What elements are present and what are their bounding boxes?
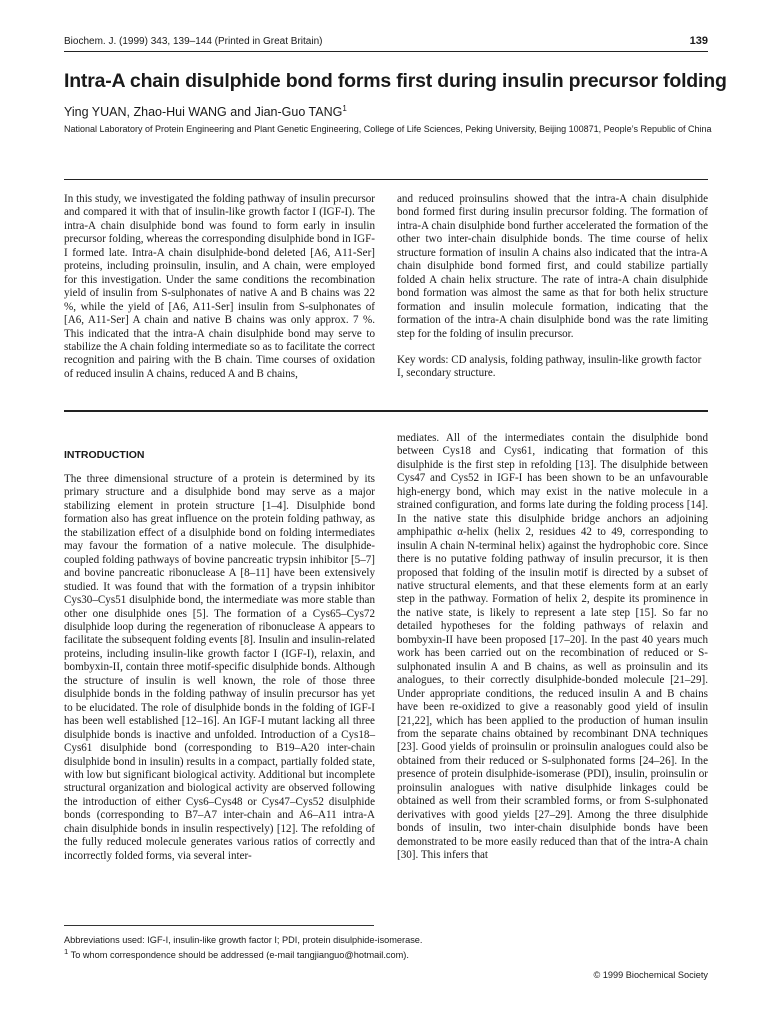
affiliation: National Laboratory of Protein Engineering and Plant Genetic Engineering, College of Life Sciences, Peking University, Beijing 100871, People’s Republic of China bbox=[64, 124, 712, 134]
correspondence-footnote bbox=[64, 946, 704, 961]
author-line bbox=[64, 104, 347, 119]
abstract-right-column bbox=[397, 193, 708, 381]
section-heading-introduction: INTRODUCTION bbox=[64, 449, 145, 461]
journal-citation: Biochem. J. (1999) 343, 139–144 (Printed in Great Britain) bbox=[64, 36, 323, 47]
page-number: 139 bbox=[689, 35, 708, 47]
author-footnote-mark: 1 bbox=[342, 104, 347, 113]
abstract-left-column bbox=[64, 193, 375, 381]
abstract-text-part1: In this study, we investigated the folding pathway of insulin precursor and compared it with that of insulin-like growth factor I (IGF-I). The intra-A chain disulphide bond was found to form early in insulin precursor folding, whereas the corresponding disulphide bond in IGF-I formed late. Intra-A chain disulphide-bond deleted [A6, A11-Ser] proteins, including proinsulin, insulin, and A chain, were employed for this investigation. Under the same conditions the recombination yield of insulin from S-sulphonates of native A and B chains was 22 %, while the yield of [A6, A11-Ser] insulin from S-sulphonates of [A6, A11-Ser] A chain and native B chains was only approx. 7 %. This indicated that the intra-A chain disulphide bond may serve to stabilize the A chain folding intermediate so as to facilitate the correct recognition and pairing with the B chain. Time courses of oxidation of reduced insulin A chains, reduced A and B chains, bbox=[64, 193, 375, 380]
abstract-text-part2: and reduced proinsulins showed that the intra-A chain disulphide bond formed first during insulin precursor folding. The formation of intra-A chain disulphide bond further accelerated the formation of the other two inter-chain disulphide bonds. The time course of helix structure formation of insulin A chains also indicated that the intra-A chain disulphide bond formed first, and could stabilize partially folded A chain helix structure. The rate of intra-A chain disulphide bond formation was almost the same as that for both helix structure formation and insulin molecule formation, indicating that the formation of the intra-A chain disulphide bond was the rate limiting step for the folding of insulin precursor. bbox=[397, 193, 708, 340]
abstract-bottom-rule bbox=[64, 410, 708, 412]
introduction-text-part2: mediates. All of the intermediates contain the disulphide bond between Cys18 and Cys61, indicating that formation of this disulphide is the first step in refolding [13]. The disulphide between Cys47 and Cys52 in IGF-I has been shown to be an unfavourable high-energy bond, which may exist in the native molecule in a strained configuration, and forms late during the folding process [14]. In the native state this disulphide bridge anchors an adjoining amphipathic α-helix (helix 2, residues 42 to 49, corresponding to insulin A chain N-terminal helix) against the hydrophobic core. Since there is no putative folding pathway of insulin precursor, it is then proposed that folding of the insulin motif is directed by a subset of native structural elements, and that these elements form at an early step in the pathway. Formation of helix 2, despite its prominence in the native state, is likely to represent a late step [15]. So far no detailed hypotheses for the folding pathways of relaxin and bombyxin-II have been proposed [17–20]. In the past 40 years much work has been carried out on the recombination of reduced or S-sulphonated insulin A and B chains, as well as proinsulin and its analogues, to their correctly disulphide-bonded molecule [21–29]. Under appropriate conditions, the reduced insulin A and B chains have been re-oxidized to give a reasonably good yield of insulin [21,22], which has been applied to the production of human insulin from the separate chains obtained by recombinant DNA techniques [23]. Good yields of proinsulin or proinsulin analogues could also be obtained from their reduced or S-sulphonated forms [24–26]. In the presence of protein disulphide-isomerase (PDI), insulin, proinsulin or proinsulin analogues with native disulphide linkages could be obtained as well from their scrambled forms, or from S-sulphonated derivatives with good yields [27–29]. Among the three disulphide bonds of insulin, two inter-chain disulphide bonds have been demonstrated to be more easily reduced than that of the intra-A chain [30]. This infers that bbox=[397, 432, 708, 862]
introduction-text-part1: The three dimensional structure of a protein is determined by its primary structure and a disulphide bond may serve as a major stabilizing element in protein structure [1–4]. Disulphide bond formation also has great influence on the protein folding pathway, as the stabilization effect of a disulphide bond on folding intermediates may favour the formation of a native molecule. The disulphide-coupled folding pathways of bovine pancreatic trypsin inhibitor [5–7] and bovine pancreatic ribonuclease A [8–11] have been extensively studied. It was found that with the formation of a trypsin inhibitor Cys30–Cys51 disulphide bond, the intermediate was more stable than other one disulphide ones [5]. The formation of a Cys65–Cys72 disulphide loop during the regeneration of ribonuclease A appears to facilitate the subsequent folding events [8]. Insulin and insulin-related proteins, including insulin-like growth factor I (IGF-I), relaxin, and bombyxin-II, contain three motif-specific disulphide bonds. Although the structure of insulin is well known, the role of those three disulphide bonds in the folding pathway of insulin precursor has yet to be elucidated. The role of disulphide bonds in the folding of IGF-I has been well established [12–16]. An IGF-I mutant lacking all three disulphide bonds is inactive and unfolded. Introduction of a Cys18–Cys61 disulphide bond (corresponding to B19–A20 inter-chain disulphide bond in insulin) results in a compact, partially folded state, with low but significant biological activity. Additional but incomplete structural organization and biological activity are observed following the introduction of either Cys6–Cys48 or Cys47–Cys52 disulphide bonds (corresponding to B7–A7 inter-chain and A6–A11 intra-A chain disulphide bonds in insulin respectively) [12]. The refolding of the fully reduced molecule generates various ratios of correctly and incorrectly folded forms, via several inter- bbox=[64, 473, 375, 862]
footnotes bbox=[64, 934, 704, 961]
introduction-left-column bbox=[64, 473, 375, 863]
correspondence-mark: 1 bbox=[64, 947, 69, 956]
abbreviations-footnote: Abbreviations used: IGF-I, insulin-like growth factor I; PDI, protein disulphide-isomerase. bbox=[64, 935, 423, 945]
article-title: Intra-A chain disulphide bond forms first during insulin precursor folding bbox=[64, 70, 727, 92]
introduction-right-column bbox=[397, 432, 708, 863]
authors: Ying YUAN, Zhao-Hui WANG and Jian-Guo TANG bbox=[64, 105, 343, 120]
correspondence-text: To whom correspondence should be addressed (e-mail tangjianguo@hotmail.com). bbox=[70, 950, 409, 961]
abstract-top-rule bbox=[64, 179, 708, 180]
footnote-rule bbox=[64, 925, 374, 926]
keywords: Key words: CD analysis, folding pathway, insulin-like growth factor I, secondary structure. bbox=[397, 353, 702, 380]
header-rule bbox=[64, 51, 708, 52]
copyright-notice: © 1999 Biochemical Society bbox=[593, 970, 708, 980]
